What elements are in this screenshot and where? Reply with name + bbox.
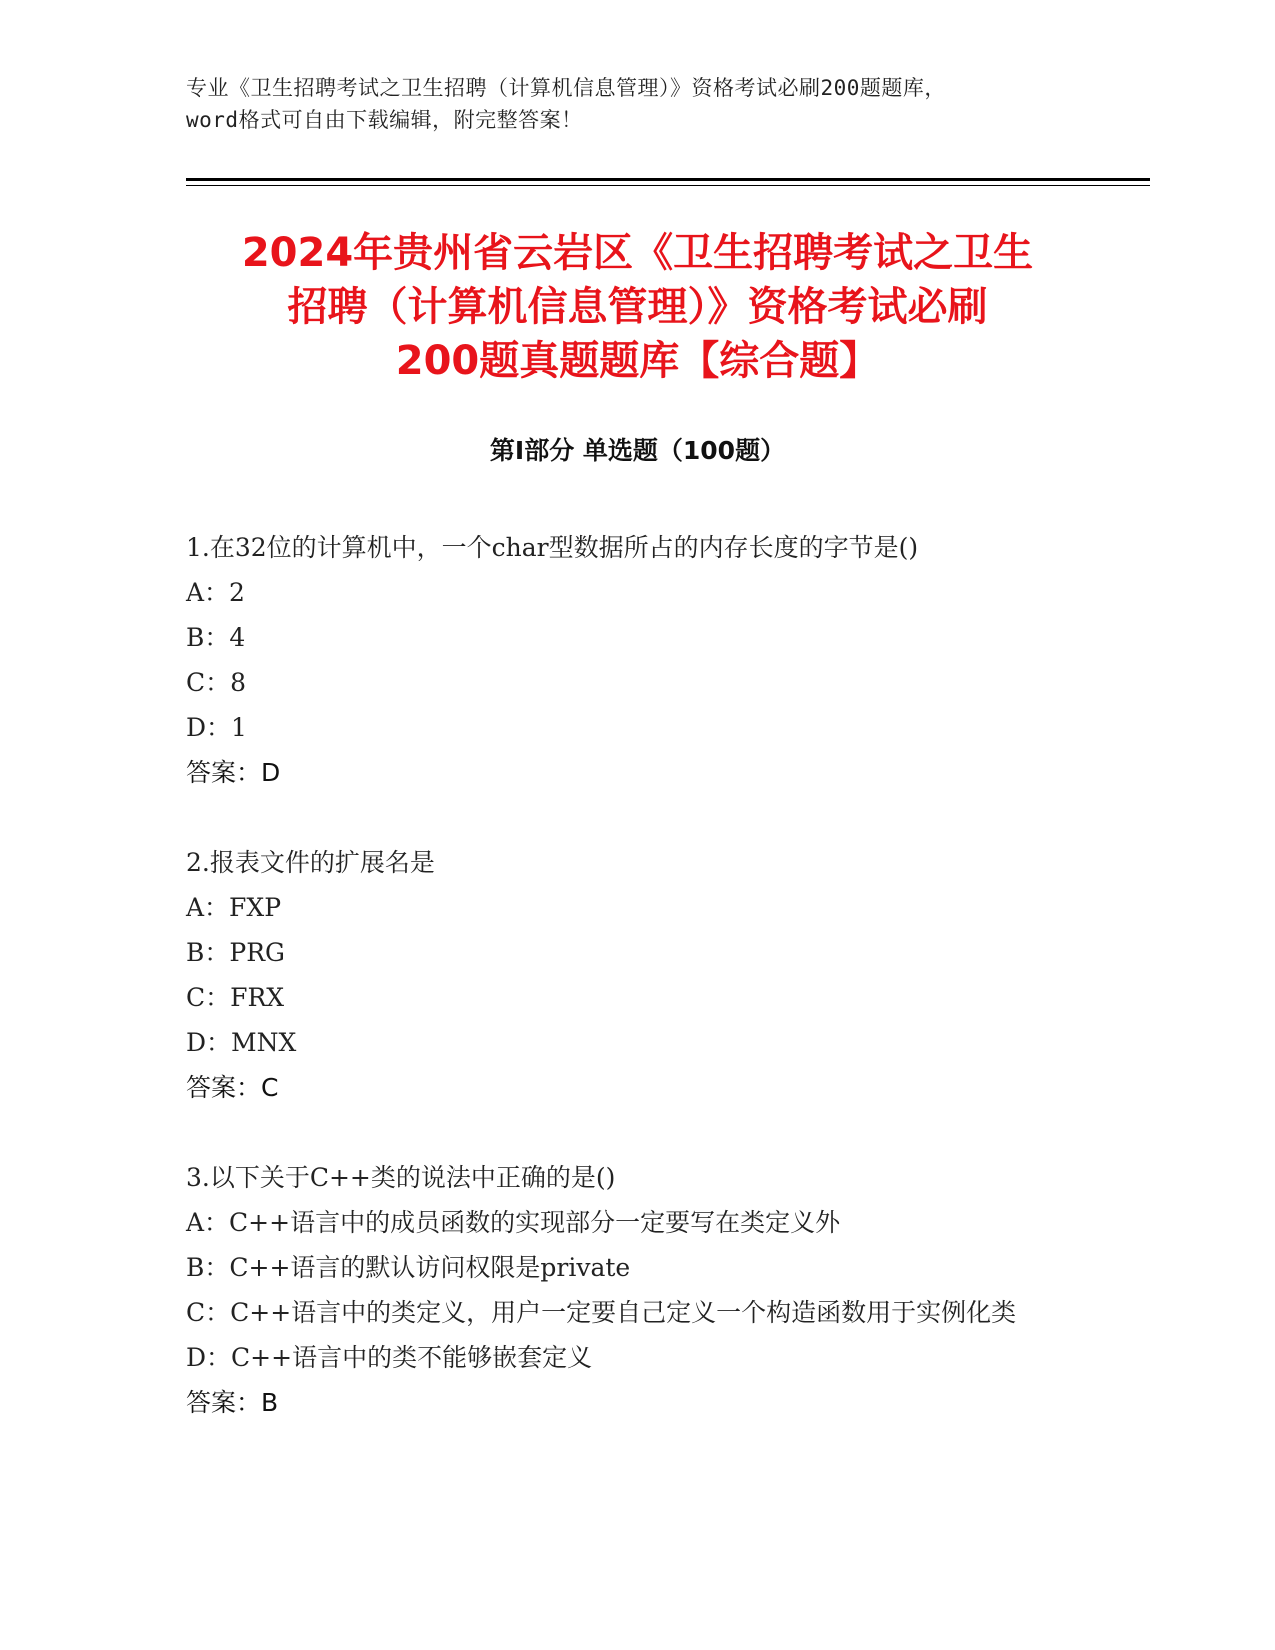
- question-stem: 3.以下关于C++类的说法中正确的是(): [186, 1163, 616, 1192]
- option-c: C：8: [186, 668, 247, 697]
- answer: 答案：D: [186, 758, 281, 787]
- option-b: B：PRG: [186, 938, 285, 967]
- header-note-line-1: 专业《卫生招聘考试之卫生招聘（计算机信息管理）》资格考试必刷200题题库，: [186, 76, 946, 100]
- answer: 答案：B: [186, 1388, 279, 1417]
- title-line-3: 200题真题题库【综合题】: [395, 338, 880, 384]
- header-rule-thick: [186, 178, 1150, 181]
- option-a: A：FXP: [186, 893, 282, 922]
- question-1: [186, 525, 1086, 795]
- document-title: [150, 226, 1125, 388]
- title-line-1: 2024年贵州省云岩区《卫生招聘考试之卫生: [241, 230, 1034, 276]
- option-d: D：MNX: [186, 1028, 297, 1057]
- question-stem: 2.报表文件的扩展名是: [186, 848, 435, 877]
- option-b: B：C++语言的默认访问权限是private: [186, 1253, 631, 1282]
- section-title: 第Ⅰ部分 单选题（100题）: [489, 436, 786, 465]
- option-d: D：1: [186, 713, 247, 742]
- option-d: D：C++语言中的类不能够嵌套定义: [186, 1343, 593, 1372]
- question-2: [186, 840, 1086, 1110]
- option-a: A：2: [186, 578, 245, 607]
- question-3: [186, 1155, 1086, 1425]
- option-b: B：4: [186, 623, 246, 652]
- option-c: C：C++语言中的类定义，用户一定要自己定义一个构造函数用于实例化类: [186, 1298, 1017, 1327]
- header-note-line-2: word格式可自由下载编辑，附完整答案！: [186, 108, 583, 132]
- header-rule-thin: [186, 185, 1150, 186]
- question-list: [186, 525, 1086, 1470]
- title-line-2: 招聘（计算机信息管理）》资格考试必刷: [287, 284, 988, 330]
- option-a: A：C++语言中的成员函数的实现部分一定要写在类定义外: [186, 1208, 841, 1237]
- answer: 答案：C: [186, 1073, 279, 1102]
- question-stem: 1.在32位的计算机中，一个char型数据所占的内存长度的字节是(): [186, 533, 919, 562]
- header-note: [186, 72, 1086, 136]
- option-c: C：FRX: [186, 983, 285, 1012]
